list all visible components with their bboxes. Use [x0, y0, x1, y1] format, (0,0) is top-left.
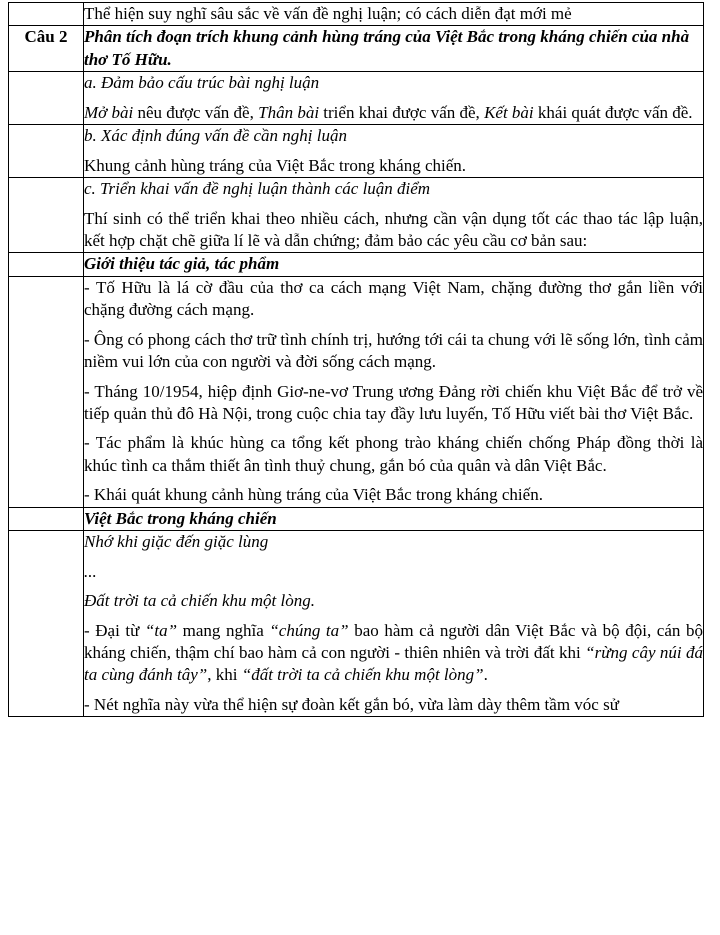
question-prompt-text: Phân tích đoạn trích khung cảnh hùng tráng của Việt Bắc trong kháng chiến của nhà thơ Tố Hữu. — [84, 27, 690, 69]
row-label-cell — [9, 276, 84, 507]
term-mo-bai: Mở bài — [84, 102, 134, 122]
row-label-cell — [9, 3, 84, 26]
table-row — [9, 507, 704, 530]
term-ket-bai: Kết bài — [484, 102, 534, 122]
bullet-author-3: - Tháng 10/1954, hiệp định Giơ-ne-vơ Trung ương Đảng rời chiến khu Việt Bắc để trở về tiếp quản thủ đô Hà Nội, trong cuộc chia tay đầy lưu luyến, Tố Hữu viết bài thơ Việt Bắc. — [84, 381, 703, 423]
answer-key-sheet — [8, 2, 703, 717]
criterion-c-body: Thí sinh có thể triển khai theo nhiều cách, nhưng cần vận dụng tốt các thao tác lập luận, kết hợp chặt chẽ giữa lí lẽ và dẫn chứng; đảm bảo các yêu cầu cơ bản sau: — [84, 208, 703, 250]
row-label-cell — [9, 507, 84, 530]
row-label-cell — [9, 531, 84, 717]
row-label-cell — [9, 178, 84, 253]
criterion-a-seg2: nêu được vấn đề, — [133, 102, 259, 122]
table-row — [9, 178, 704, 253]
bullet-author-5: - Khái quát khung cảnh hùng tráng của Việt Bắc trong kháng chiến. — [84, 485, 543, 505]
answer-key-table — [8, 2, 704, 717]
row-body-cell — [84, 72, 704, 125]
quote-ta: “ta” — [144, 620, 178, 640]
criterion-c-heading: c. Triển khai vấn đề nghị luận thành các luận điểm — [84, 179, 431, 199]
analysis-seg7: , khi — [207, 665, 242, 685]
criteria-tail-text: Thể hiện suy nghĩ sâu sắc về vấn đề nghị luận; có cách diễn đạt mới mẻ — [84, 4, 572, 23]
row-body-cell — [84, 507, 704, 530]
bullet-author-4: - Tác phẩm là khúc hùng ca tổng kết phong trào kháng chiến chống Pháp đồng thời là khúc tình ca thắm thiết ân tình thuỷ chung, gắn bó của quân và dân Việt Bắc. — [84, 433, 703, 475]
row-label-cell — [9, 253, 84, 276]
criterion-a-body — [84, 102, 703, 124]
quote-chung-ta: “chúng ta” — [269, 620, 349, 640]
row-body-cell — [84, 253, 704, 276]
table-row — [9, 253, 704, 276]
criterion-a-seg6: khái quát được vấn đề. — [533, 102, 693, 122]
verse-line-1: Nhớ khi giặc đến giặc lùng — [84, 532, 269, 552]
analysis-bullet-2: - Nét nghĩa này vừa thể hiện sự đoàn kết gắn bó, vừa làm dày thêm tầm vóc sử — [84, 694, 619, 714]
analysis-seg9: . — [483, 665, 488, 685]
row-label-cell — [9, 125, 84, 178]
table-row — [9, 3, 704, 26]
analysis-seg5: bao hàm cả người dân Việt Bắc và bộ đội, cán bộ kháng chiến, thậm chí bao hàm cả con người - thiên nhiên và trời đất khi — [84, 620, 703, 662]
bullet-author-1: - Tố Hữu là lá cờ đầu của thơ ca cách mạng Việt Nam, chặng đường thơ gắn liền với chặng đường cách mạng. — [84, 277, 703, 320]
row-body-cell — [84, 531, 704, 717]
row-body-cell — [84, 178, 704, 253]
analysis-bullet-1 — [84, 620, 703, 687]
question-number-label: Câu 2 — [9, 26, 84, 72]
verse-line-2: Đất trời ta cả chiến khu một lòng. — [84, 591, 315, 611]
bullet-author-2: - Ông có phong cách thơ trữ tình chính trị, hướng tới cái ta chung với lẽ sống lớn, tình cảm niềm vui lớn của con người và đời sống cách mạng. — [84, 329, 703, 372]
table-row — [9, 72, 704, 125]
criterion-a-heading: a. Đảm bảo cấu trúc bài nghị luận — [84, 73, 320, 93]
analysis-seg3: mang nghĩa — [177, 620, 270, 640]
criterion-b-body: Khung cảnh hùng tráng của Việt Bắc trong kháng chiến. — [84, 155, 467, 175]
table-row — [9, 125, 704, 178]
verse-ellipsis: ... — [84, 561, 97, 581]
row-body-cell — [84, 26, 704, 72]
section-heading-gioi-thieu: Giới thiệu tác giả, tác phẩm — [84, 254, 280, 274]
row-label-cell — [9, 72, 84, 125]
criterion-a-seg4: triển khai được vấn đề, — [319, 102, 485, 122]
section-heading-viet-bac: Việt Bắc trong kháng chiến — [84, 508, 277, 528]
row-body-cell — [84, 3, 704, 26]
table-row — [9, 531, 704, 717]
row-body-cell — [84, 276, 704, 507]
quote-dat-troi: “đất trời ta cả chiến khu một lòng” — [241, 665, 484, 685]
criterion-b-heading: b. Xác định đúng vấn đề cần nghị luận — [84, 126, 347, 146]
table-row — [9, 26, 704, 72]
row-body-cell — [84, 125, 704, 178]
analysis-seg1: - Đại từ — [84, 620, 145, 640]
table-row — [9, 276, 704, 507]
quote-rung-cay: “rừng cây núi đá ta cùng đánh tây” — [84, 642, 704, 685]
term-than-bai: Thân bài — [258, 102, 320, 122]
